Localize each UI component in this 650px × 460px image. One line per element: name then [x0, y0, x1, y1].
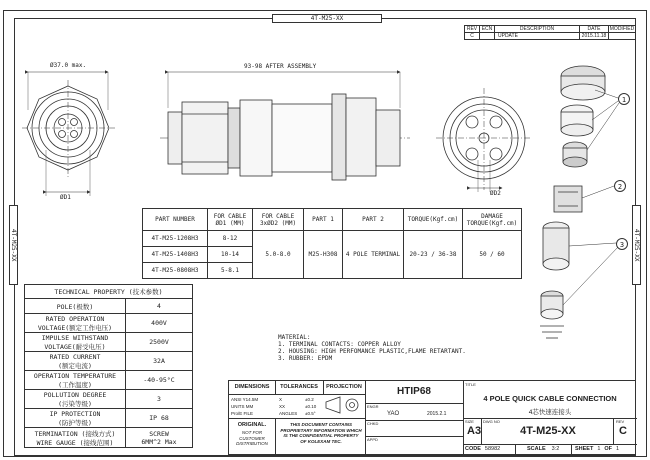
rev-value: C: [619, 425, 627, 437]
table-cell: 10-14: [208, 247, 253, 263]
top-tab-text: 4T-M25-XX: [310, 15, 344, 22]
technical-title: TECHNICAL PROPERTY (技术参数): [25, 285, 193, 299]
damage-header: DAMAGE TORQUE(Kgf.cm): [463, 209, 522, 231]
of-label: OF: [604, 446, 613, 452]
date-header: DATE: [580, 26, 609, 33]
callout-2: 2: [614, 180, 626, 192]
divider: [463, 444, 637, 445]
tolerance-labels: [279, 396, 297, 417]
d2-dimension: ØD2: [490, 190, 501, 197]
table-cell: 8-12: [208, 231, 253, 247]
tech-label: POLE(极数): [25, 299, 126, 314]
shared-d2-cell: 5.0-8.0: [253, 231, 304, 279]
scale-value: 3:2: [551, 446, 560, 452]
tech-value: IP 68: [126, 409, 193, 428]
dwg-label: DWG NO: [483, 419, 500, 424]
footer-row: [465, 446, 500, 452]
callout-3: 3: [616, 238, 628, 250]
code-value: 58982: [484, 446, 501, 452]
tolerances-label: TOLERANCES: [275, 381, 324, 395]
dimensions-label: DIMENSIONS: [229, 381, 276, 395]
description-cell: UPDATE: [495, 33, 580, 40]
of-value: 1: [616, 446, 620, 452]
tech-value: 4: [126, 299, 193, 314]
tech-value: 400V: [126, 314, 193, 333]
tolerance-xx: XX: [279, 404, 286, 409]
exploded-view: [540, 66, 619, 338]
engr-name: YAO: [387, 411, 400, 417]
shared-part2-cell: 4 POLE TERMINAL: [343, 231, 404, 279]
tolerance-value: ±0.10: [305, 404, 317, 409]
scale-row: [527, 446, 559, 452]
tech-label: OPERATION TEMPERATURE (工作温度): [25, 371, 126, 390]
drawing-title-cn: 4芯快速连接头: [528, 409, 572, 416]
tolerance-values: [305, 396, 316, 417]
table-row: 4T-M25-1408H3: [143, 247, 208, 263]
standard-text: ANSI Y14.5M: [231, 397, 259, 402]
part2-header: PART 2: [343, 209, 404, 231]
sheet-value: 1: [597, 446, 601, 452]
projection-label: PROJECTION: [323, 381, 366, 395]
chkd-label: CHKD: [367, 421, 379, 426]
tolerance-value: ±0.2: [305, 397, 314, 402]
title-block: [228, 380, 636, 455]
d1-header: FOR CABLE ØD1 (MM): [208, 209, 253, 231]
tech-label: RATED CURRENT (额定电流): [25, 352, 126, 371]
shared-torque-cell: 20-23 / 36-38: [404, 231, 463, 279]
company-name: HTIP68: [365, 381, 463, 404]
left-end-view: [22, 72, 115, 196]
divider: [571, 444, 572, 456]
appd-label: APPD: [367, 437, 378, 442]
tech-value: 32A: [126, 352, 193, 371]
table-row: 4T-M25-0808H3: [143, 263, 208, 279]
scale-label: SCALE: [527, 446, 546, 452]
units-text: UNITS MM: [231, 404, 254, 409]
tolerance-x: X: [279, 397, 283, 402]
divider: [613, 418, 614, 444]
rev-label: REV: [616, 419, 625, 424]
part-number-header: PART NUMBER: [143, 209, 208, 231]
engr-date: 2015.2.1: [427, 411, 447, 417]
d2-header: FOR CABLE 3xØD2 (MM): [253, 209, 304, 231]
tech-value: 2500V: [126, 333, 193, 352]
part1-header: PART 1: [304, 209, 343, 231]
not-for-customer: NOT FOR CUSTOMER DISTRIBUTION: [236, 430, 268, 446]
material-notes: [278, 334, 466, 362]
tech-label: TERMINATION (接线方式) WIRE GAUGE (接线范围): [25, 428, 126, 448]
modified-header: MODIFIED: [609, 26, 635, 32]
size-label: SIZE: [465, 419, 474, 424]
rev-header: REV: [465, 26, 480, 33]
table-cell: 5-8.1: [208, 263, 253, 279]
material-line: 1. TERMINAL CONTACTS: COPPER ALLOY: [278, 341, 401, 348]
assembly-length-dimension: 93-98 AFTER ASSEMBLY: [244, 63, 317, 70]
units-column: [231, 396, 258, 417]
side-assembly-view: [160, 72, 410, 180]
engr-label: ENGR: [367, 404, 379, 409]
material-line: 2. HOUSING: HIGH PERFOMANCE PLASTIC,FLAME RETARTANT.: [278, 348, 466, 355]
tech-value: -40-95°C: [126, 371, 193, 390]
tech-label: POLLUTION DEGREE (污染等级): [25, 390, 126, 409]
material-line: 3. RUBBER: EPDM: [278, 355, 333, 362]
ecn-header: ECN: [480, 26, 495, 33]
shared-part1-cell: M25-H308: [304, 231, 343, 279]
part-number-table: [142, 208, 522, 279]
divider: [481, 418, 482, 444]
tech-label: RATED OPERATION VOLTAGE(额定工作电压): [25, 314, 126, 333]
tech-value: SCREW 6MM^2 Max: [126, 428, 193, 448]
right-end-view: [436, 88, 530, 192]
torque-header: TORQUE(Kgf.cm): [404, 209, 463, 231]
original-label: ORIGINAL.: [237, 422, 267, 428]
sheet-row: [575, 446, 619, 452]
divider: [365, 420, 463, 421]
title-label: TITLE: [465, 382, 476, 387]
tech-label: IP PROTECTION (防护等级): [25, 409, 126, 428]
drawing-title: 4 POLE QUICK CABLE CONNECTION: [483, 394, 617, 403]
left-tab-text: 4T-M25-XX: [10, 228, 17, 262]
dwg-number: 4T-M25-XX: [520, 425, 576, 437]
d1-dimension: ØD1: [60, 194, 71, 201]
date-cell: 2015.11.18: [580, 33, 609, 40]
file-text: Pro/E FILE: [231, 411, 254, 416]
material-title: MATERIAL:: [278, 334, 311, 341]
original-box: [229, 418, 276, 456]
divider: [365, 436, 463, 437]
tolerance-value: ±0.5°: [305, 411, 316, 416]
sheet-label: SHEET: [575, 446, 594, 452]
rev-cell: C: [465, 33, 480, 40]
table-row: 4T-M25-1208H3: [143, 231, 208, 247]
technical-property-table: [24, 284, 193, 448]
tech-value: 3: [126, 390, 193, 409]
tech-label: IMPULSE WITHSTAND VOLTAGE(耐受电压): [25, 333, 126, 352]
callout-1: 1: [618, 93, 630, 105]
right-tab-text: 4T-M25-XX: [633, 228, 640, 262]
outer-dia-dimension: Ø37.0 max.: [50, 62, 87, 69]
description-header: DESCRIPTION: [495, 26, 580, 33]
tolerance-angles: ANGLES: [279, 411, 298, 416]
size-value: A3: [467, 425, 482, 437]
code-label: CODE: [465, 446, 481, 452]
divider: [515, 444, 516, 456]
proprietary-notice: THIS DOCUMENT CONTAINS PROPRIETARY INFORMATION WHICH IS THE CONFIDENTIAL PROPERTY OF KOLEXAM TEC.: [280, 422, 362, 444]
shared-damage-cell: 50 / 60: [463, 231, 522, 279]
